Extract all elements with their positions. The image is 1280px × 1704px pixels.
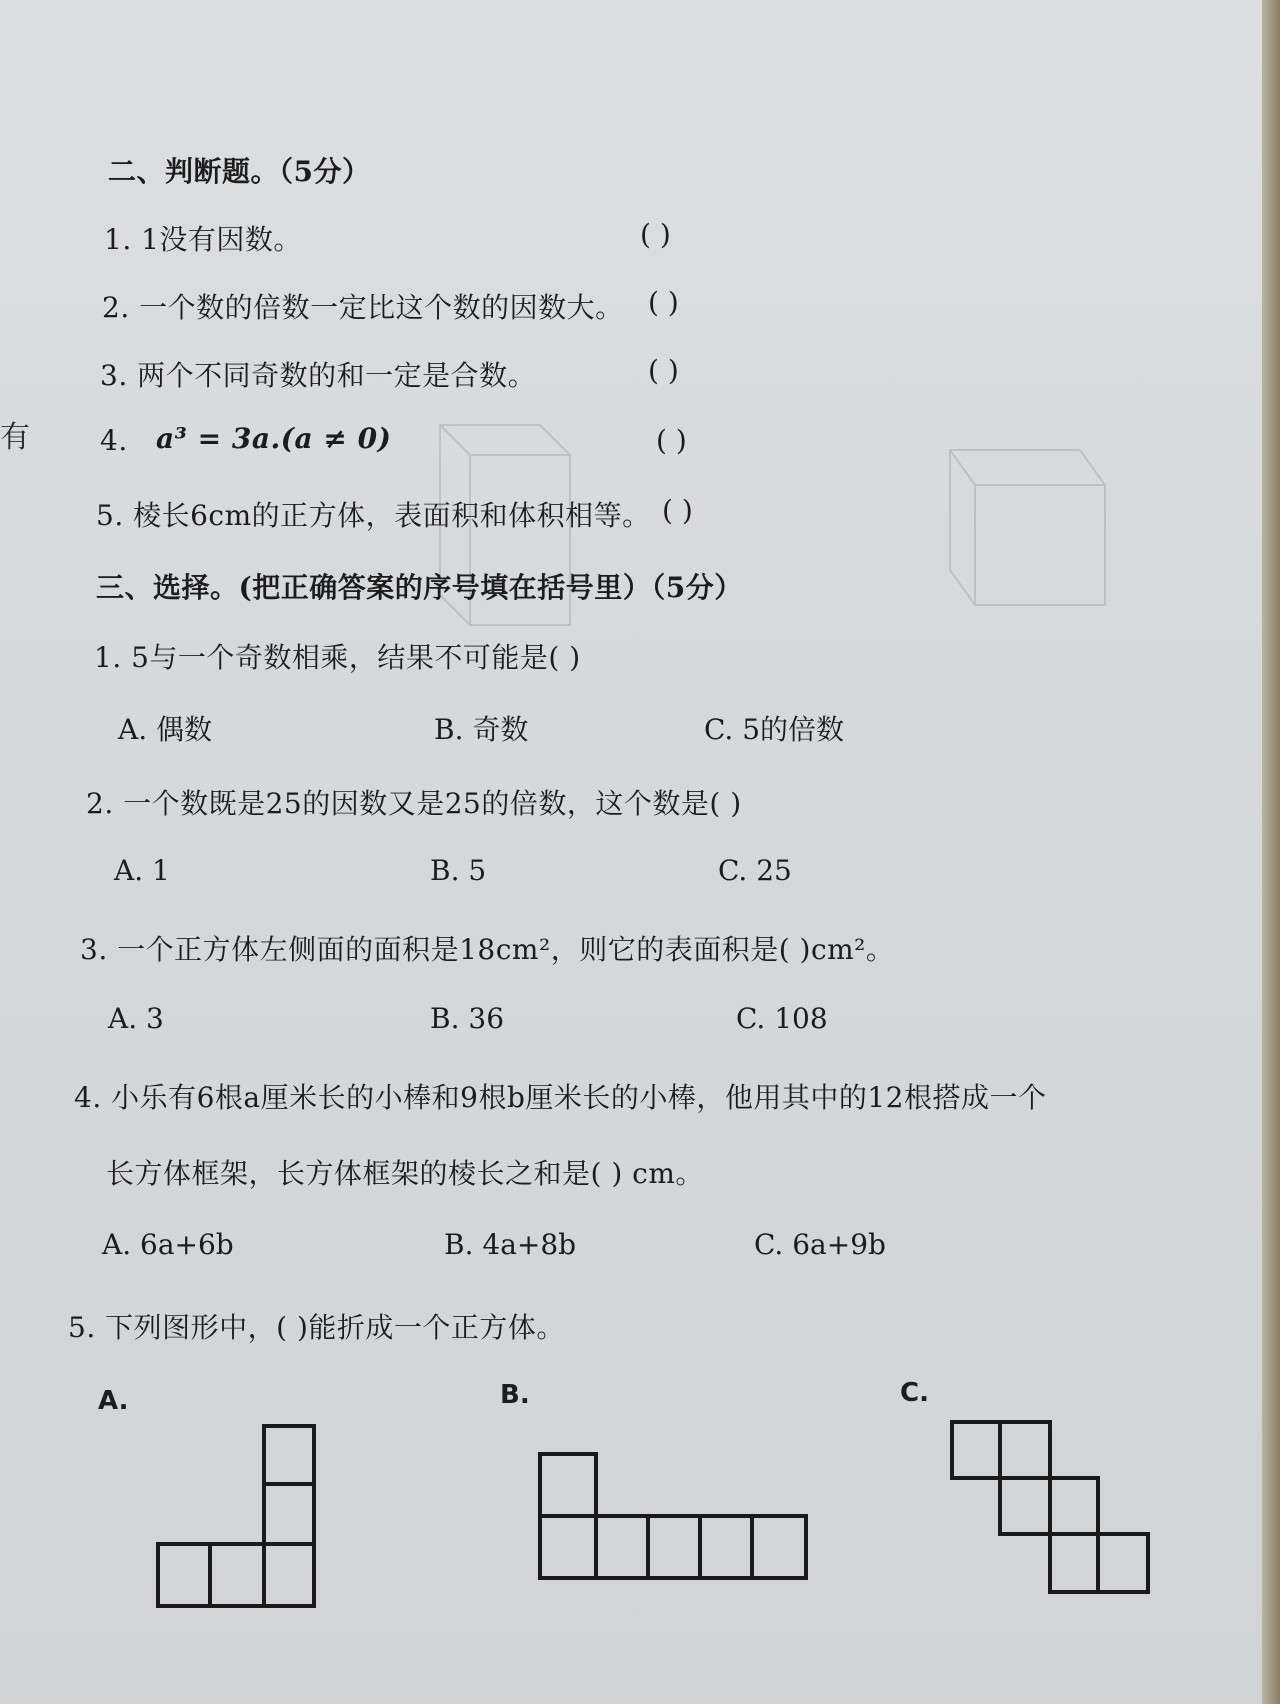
net-c-figure[interactable] bbox=[950, 1420, 1160, 1610]
edge-character: 有 bbox=[0, 420, 30, 455]
choice-q3-option-a[interactable]: A. 3 bbox=[108, 1002, 164, 1035]
choice-q1: 1. 5与一个奇数相乘，结果不可能是( ) bbox=[94, 641, 581, 674]
choice-q3: 3. 一个正方体左侧面的面积是18cm²，则它的表面积是( )cm²。 bbox=[80, 933, 895, 966]
judge-blank-1[interactable]: ( ) bbox=[640, 218, 671, 251]
judge-blank-2[interactable]: ( ) bbox=[648, 286, 679, 319]
choice-q1-option-c[interactable]: C. 5的倍数 bbox=[704, 713, 845, 746]
judge-item-5: 5. 棱长6cm的正方体，表面积和体积相等。 bbox=[96, 499, 651, 532]
net-c-label[interactable]: C. bbox=[900, 1378, 929, 1408]
choice-q4: 4. 小乐有6根a厘米长的小棒和9根b厘米长的小棒，他用其中的12根搭成一个 bbox=[74, 1081, 1047, 1114]
choice-q4-continued: 长方体框架，长方体框架的棱长之和是( ) cm。 bbox=[106, 1157, 704, 1190]
net-b-label[interactable]: B. bbox=[500, 1380, 530, 1410]
judge-item-4: 4. bbox=[100, 424, 128, 457]
choice-q4-option-b[interactable]: B. 4a+8b bbox=[444, 1228, 577, 1261]
choice-q3-option-b[interactable]: B. 36 bbox=[430, 1002, 505, 1035]
net-a-label[interactable]: A. bbox=[98, 1386, 129, 1416]
choice-q1-option-a[interactable]: A. 偶数 bbox=[118, 713, 213, 746]
net-b-figure[interactable] bbox=[538, 1452, 813, 1592]
choice-q2: 2. 一个数既是25的因数又是25的倍数，这个数是( ) bbox=[86, 787, 742, 820]
judge-blank-4[interactable]: ( ) bbox=[656, 424, 687, 457]
choice-q2-option-a[interactable]: A. 1 bbox=[114, 854, 170, 887]
choice-q4-option-c[interactable]: C. 6a+9b bbox=[754, 1228, 886, 1261]
judge-blank-5[interactable]: ( ) bbox=[662, 494, 693, 527]
choice-q4-option-a[interactable]: A. 6a+6b bbox=[102, 1228, 234, 1261]
choice-q2-option-b[interactable]: B. 5 bbox=[430, 854, 487, 887]
judge-item-2: 2. 一个数的倍数一定比这个数的因数大。 bbox=[102, 291, 624, 324]
choice-q5: 5. 下列图形中，( )能折成一个正方体。 bbox=[68, 1311, 565, 1344]
judge-item-1: 1. 1没有因数。 bbox=[104, 223, 302, 256]
judge-item-3: 3. 两个不同奇数的和一定是合数。 bbox=[100, 359, 537, 392]
page-edge bbox=[1262, 0, 1280, 1704]
section2-title: 二、判断题。（5分） bbox=[108, 155, 371, 188]
section3-title: 三、选择。(把正确答案的序号填在括号里）（5分） bbox=[96, 571, 743, 604]
choice-q1-option-b[interactable]: B. 奇数 bbox=[434, 713, 529, 746]
judge-item-4-formula: a³ = 3a.(a ≠ 0) bbox=[156, 422, 392, 455]
judge-blank-3[interactable]: ( ) bbox=[648, 354, 679, 387]
choice-q2-option-c[interactable]: C. 25 bbox=[718, 854, 792, 887]
net-a-figure[interactable] bbox=[156, 1424, 326, 1614]
choice-q3-option-c[interactable]: C. 108 bbox=[736, 1002, 828, 1035]
show-through-cube-right bbox=[945, 445, 1115, 625]
